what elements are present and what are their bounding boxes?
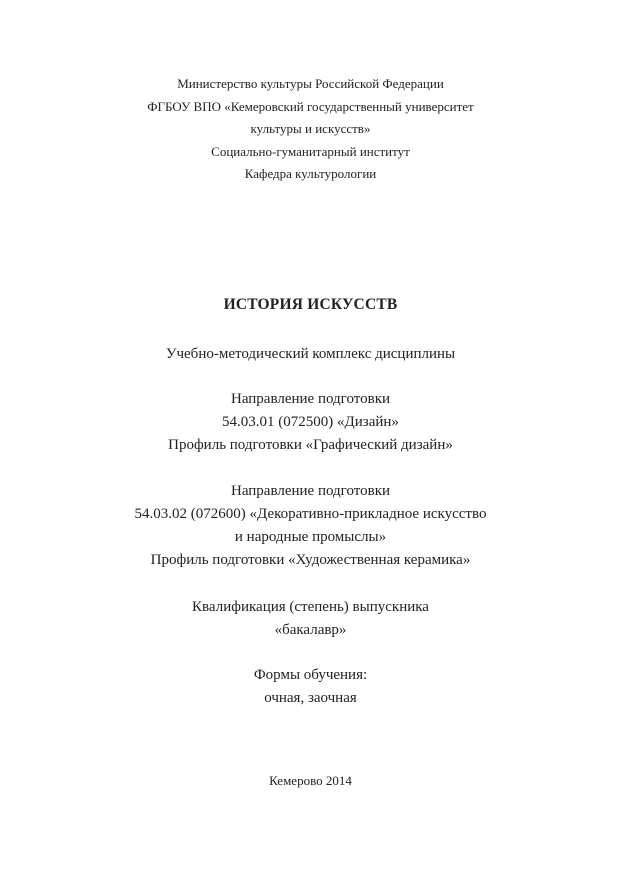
institute-line: Социально-гуманитарный институт [211, 143, 410, 159]
qualification-value: «бакалавр» [274, 622, 347, 638]
university-line-continued: культуры и искусств» [250, 121, 371, 136]
university-line: ФГБОУ ВПО «Кемеровский государственный университет [147, 98, 474, 114]
qualification-block [0, 596, 621, 642]
study-forms-value: очная, заочная [264, 690, 357, 706]
direction-2-block [0, 480, 621, 572]
direction-2-label: Направление подготовки [230, 483, 391, 499]
document-title: ИСТОРИЯ ИСКУССТВ [223, 296, 398, 313]
institution-header [0, 73, 621, 186]
document-subtitle-block [0, 343, 621, 366]
study-forms-label: Формы обучения: [253, 667, 368, 683]
study-forms-block [0, 664, 621, 710]
qualification-label: Квалификация (степень) выпускника [192, 599, 429, 615]
direction-2-code: 54.03.02 (072600) «Декоративно-прикладное искусство [134, 506, 487, 522]
direction-1-label: Направление подготовки [230, 391, 391, 407]
city-year: Кемерово 2014 [269, 773, 352, 788]
department-line: Кафедра культурологии [244, 166, 377, 181]
document-subtitle: Учебно-методический комплекс дисциплины [165, 346, 456, 362]
direction-1-block [0, 388, 621, 457]
direction-1-profile: Профиль подготовки «Графический дизайн» [168, 437, 453, 453]
direction-2-code-continued: и народные промыслы» [234, 529, 387, 545]
direction-2-profile: Профиль подготовки «Художественная керамика» [150, 552, 471, 568]
ministry-line: Министерство культуры Российской Федерации [177, 76, 444, 91]
direction-1-code: 54.03.01 (072500) «Дизайн» [222, 414, 399, 430]
